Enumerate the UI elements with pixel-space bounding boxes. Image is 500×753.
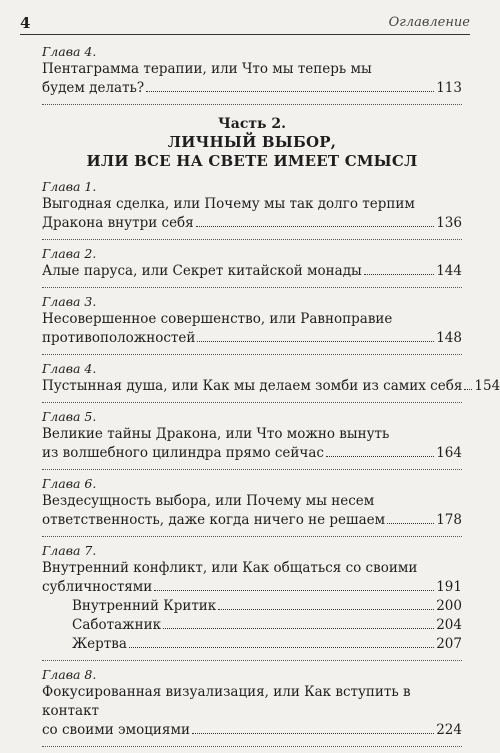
page-ref: 136 (436, 215, 462, 231)
toc-entry[interactable] (42, 246, 462, 288)
chapter-title-line: противоположностей (42, 330, 196, 346)
sub-entry-title: Внутренний Критик (72, 598, 217, 614)
sub-entry[interactable] (72, 616, 462, 635)
chapter-title-line: будем делать? (42, 80, 145, 96)
chapter-title-final-line (42, 721, 462, 740)
chapter-label: Глава 4. (42, 361, 97, 376)
chapter-label: Глава 3. (42, 294, 97, 309)
chapter-title-line: Вездесущность выбора, или Почему мы несем (42, 493, 375, 509)
dot-leader (192, 733, 434, 734)
dot-leader (218, 609, 434, 610)
dot-leader (464, 389, 472, 390)
dot-leader (154, 590, 434, 591)
chapter-title-final-line (42, 578, 462, 597)
page-ref: 144 (436, 263, 462, 279)
chapter-title-line: со своими эмоциями (42, 722, 190, 738)
part-title: Часть 2. (217, 116, 287, 132)
part-subtitle-line: ИЛИ ВСЕ НА СВЕТЕ ИМЕЕТ СМЫСЛ (86, 152, 418, 170)
chapter-title-line: Дракона внутри себя (42, 215, 194, 231)
chapter-title-final-line (42, 329, 462, 348)
page-ref: 113 (436, 80, 462, 96)
part-heading (42, 115, 462, 171)
running-head: Оглавление (388, 15, 470, 30)
chapter-title-line: из волшебного цилиндра прямо сейчас (42, 445, 324, 461)
chapter-title-line: Фокусированная визуализация, или Как вступить в контакт (42, 684, 411, 719)
page-ref: 191 (436, 579, 462, 595)
toc-entry[interactable] (42, 667, 462, 747)
sub-entry[interactable] (72, 635, 462, 654)
toc-entry[interactable] (42, 409, 462, 470)
dot-leader (146, 91, 434, 92)
page-ref: 224 (436, 722, 462, 738)
dot-leader (197, 341, 434, 342)
page-ref: 164 (436, 445, 462, 461)
chapter-title-line: Пустынная душа, или Как мы делаем зомби из самих себя (42, 378, 463, 394)
chapter-title-line: Пентаграмма терапии, или Что мы теперь мы (42, 61, 372, 77)
page-ref: 204 (436, 617, 462, 633)
toc-entry[interactable] (42, 361, 500, 403)
chapter-title-final-line (42, 262, 462, 281)
sub-entry[interactable] (72, 597, 462, 616)
dot-leader (129, 647, 434, 648)
chapter-title-line: ответственность, даже когда ничего не решаем (42, 512, 386, 528)
chapter-title-final-line (42, 214, 462, 233)
chapter-label: Глава 4. (42, 44, 97, 59)
chapter-title-line: субличностями (42, 579, 153, 595)
sub-entry-title: Жертва (72, 636, 127, 652)
dot-leader (163, 628, 434, 629)
chapter-title-line: Несовершенное совершенство, или Равноправие (42, 311, 393, 327)
page-number: 4 (20, 14, 31, 32)
chapter-label: Глава 6. (42, 476, 97, 491)
toc-entry[interactable] (42, 44, 462, 105)
page-ref: 178 (436, 512, 462, 528)
chapter-label: Глава 8. (42, 667, 97, 682)
toc-entry[interactable] (42, 476, 462, 537)
toc-entry[interactable] (42, 294, 462, 355)
chapter-title-line: Внутренний конфликт, или Как общаться со своими (42, 560, 418, 576)
page-ref: 154 (474, 378, 500, 394)
part-subtitle-line: ЛИЧНЫЙ ВЫБОР, (167, 133, 337, 151)
chapter-title-final-line (42, 511, 462, 530)
chapter-title-final-line (42, 79, 462, 98)
chapter-title-line: Великие тайны Дракона, или Что можно вынуть (42, 426, 390, 442)
toc-entry[interactable] (42, 179, 462, 240)
toc-entry[interactable] (42, 543, 462, 661)
sub-entry-title: Саботажник (72, 617, 162, 633)
page-ref: 148 (436, 330, 462, 346)
page-ref: 207 (436, 636, 462, 652)
chapter-title-line: Алые паруса, или Секрет китайской монады (42, 263, 362, 279)
chapter-label: Глава 7. (42, 543, 97, 558)
chapter-label: Глава 2. (42, 246, 97, 261)
dot-leader (387, 523, 434, 524)
page-ref: 200 (436, 598, 462, 614)
dot-leader (196, 226, 435, 227)
dot-leader (364, 274, 434, 275)
dot-leader (326, 456, 434, 457)
chapter-label: Глава 5. (42, 409, 97, 424)
chapter-label: Глава 1. (42, 179, 97, 194)
table-of-contents (42, 44, 500, 753)
chapter-title-final-line (42, 377, 500, 396)
page-header (20, 12, 470, 35)
chapter-title-line: Выгодная сделка, или Почему мы так долго терпим (42, 196, 415, 212)
chapter-title-final-line (42, 444, 462, 463)
